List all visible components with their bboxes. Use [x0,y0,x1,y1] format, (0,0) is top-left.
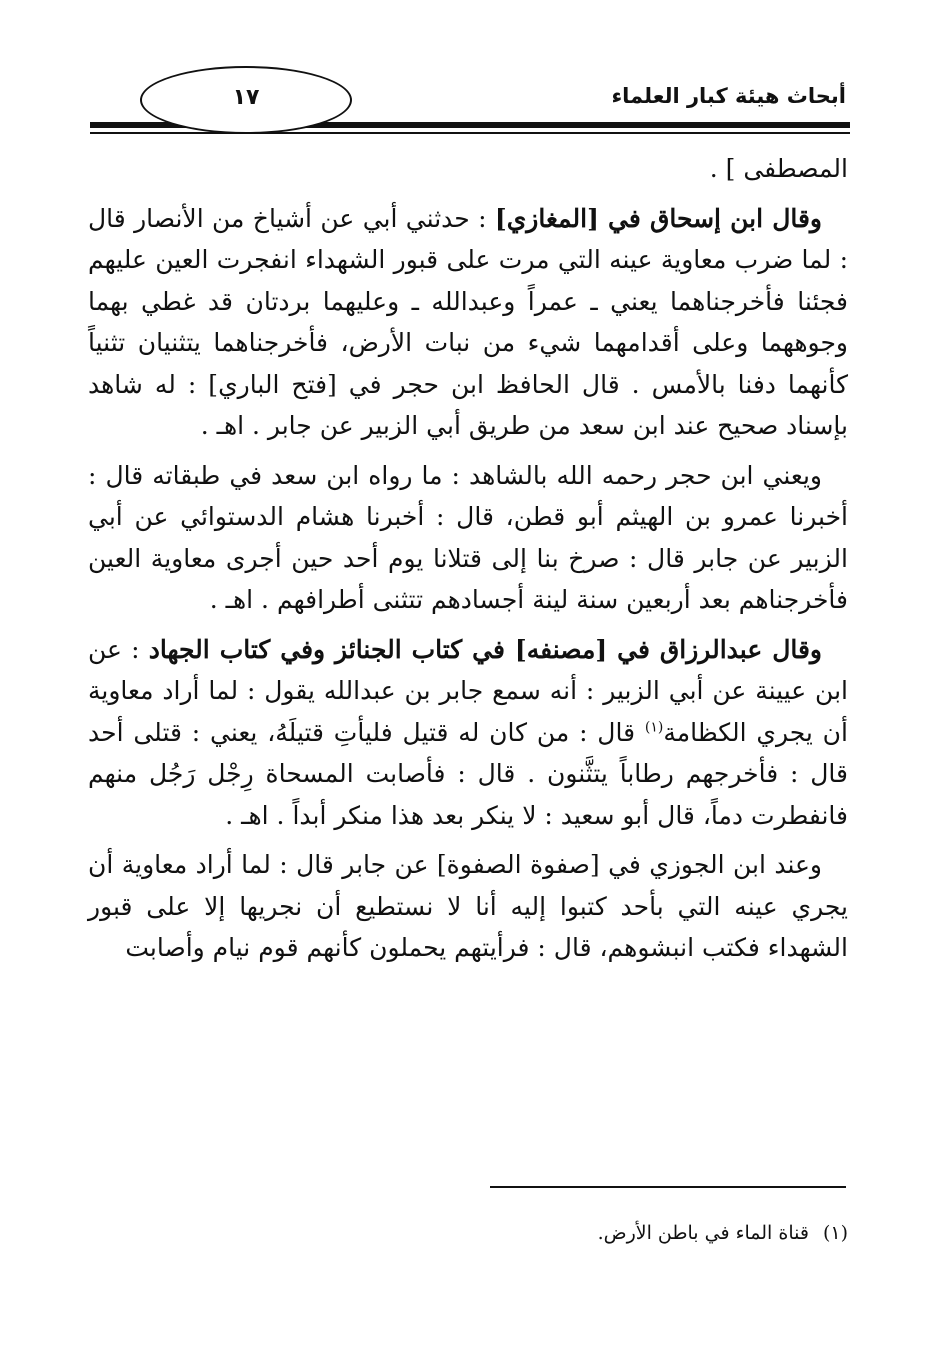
page-number-oval [140,66,352,134]
text-segment: ويعني ابن حجر رحمه الله بالشاهد : ما رواه ابن سعد في طبقاته قال : أخبرنا عمرو بن الهيثم أبو قطن، قال : أخبرنا هشام الدستوائي عن أبي الزبير عن جابر قال : صرخ بنا إلى قتلانا يوم أحد حين أجرى معاوية العين فأخرجناهم بعد أربعين سنة لينة أجسادهم تتثنى أطرافهم . اهـ . [88,460,848,614]
page-header [90,60,850,140]
text-segment: : عن ابن عيينة عن أبي الزبير : أنه سمع جابر بن عبدالله يقول : لما أراد معاوية أن يجري الكظامة [88,634,848,747]
paragraph-5 [88,844,848,969]
text-segment: المصطفى ] . [709,154,848,183]
paragraph-2 [88,198,848,447]
paragraph-3 [88,455,848,621]
body-text [88,148,848,969]
source-citation-bold: وقال عبدالرزاق في [مصنفه] في كتاب الجنائز وفي كتاب الجهاد [148,634,823,664]
text-segment: قال : من كان له قتيل فليأتِ قتيلَهُ، يعني : قتلى أحد قال : فأخرجهم رطاباً يتثَّنون . قال : فأصابت المسحاة رِجْل رَجُل منهم فانفطرت دماً، قال أبو سعيد : لا ينكر بعد هذا منكر أبداً . اهـ . [88,717,848,830]
header-thin-rule [90,132,850,134]
footnote-reference: (١) [644,719,664,736]
text-segment: : حدثني أبي عن أشياخ من الأنصار قال : لما ضرب معاوية عينه التي مرت على قبور الشهداء انفجرت العين عليهم فجئنا فأخرجناهما يعني ـ عمراً وعبدالله ـ وعليهما بردتان قد غطي بهما وجوههما وعلى أقدامهما شيء من نبات الأرض، فأخرجناهما يتثنيان تثنياً كأنهما دفنا بالأمس . قال الحافظ ابن حجر في [فتح الباري] : له شاهد بإسناد صحيح عند ابن سعد من طريق أبي الزبير عن جابر . اهـ . [88,203,848,440]
footnote-marker: (١) [822,1222,848,1244]
footnote-1 [598,1222,848,1244]
text-segment: وعند ابن الجوزي في [صفوة الصفوة] عن جابر قال : لما أراد معاوية أن يجري عينه التي بأحد كتبوا إليه أنا لا نستطيع أن نجريها إلا على قبور الشهداء فكتب انبشوهم، قال : فرأيتهم يحملون كأنهم قوم نيام وأصابت [88,850,848,962]
paragraph-1 [88,148,848,190]
source-citation-bold: وقال ابن إسحاق في [المغازي] [494,203,822,233]
page-number: ١٧ [232,84,260,110]
paragraph-4 [88,629,848,837]
book-title: أبحاث هيئة كبار العلماء [611,84,846,108]
footnote-separator [490,1186,846,1188]
footnote-text: قناة الماء في باطن الأرض. [597,1222,809,1244]
